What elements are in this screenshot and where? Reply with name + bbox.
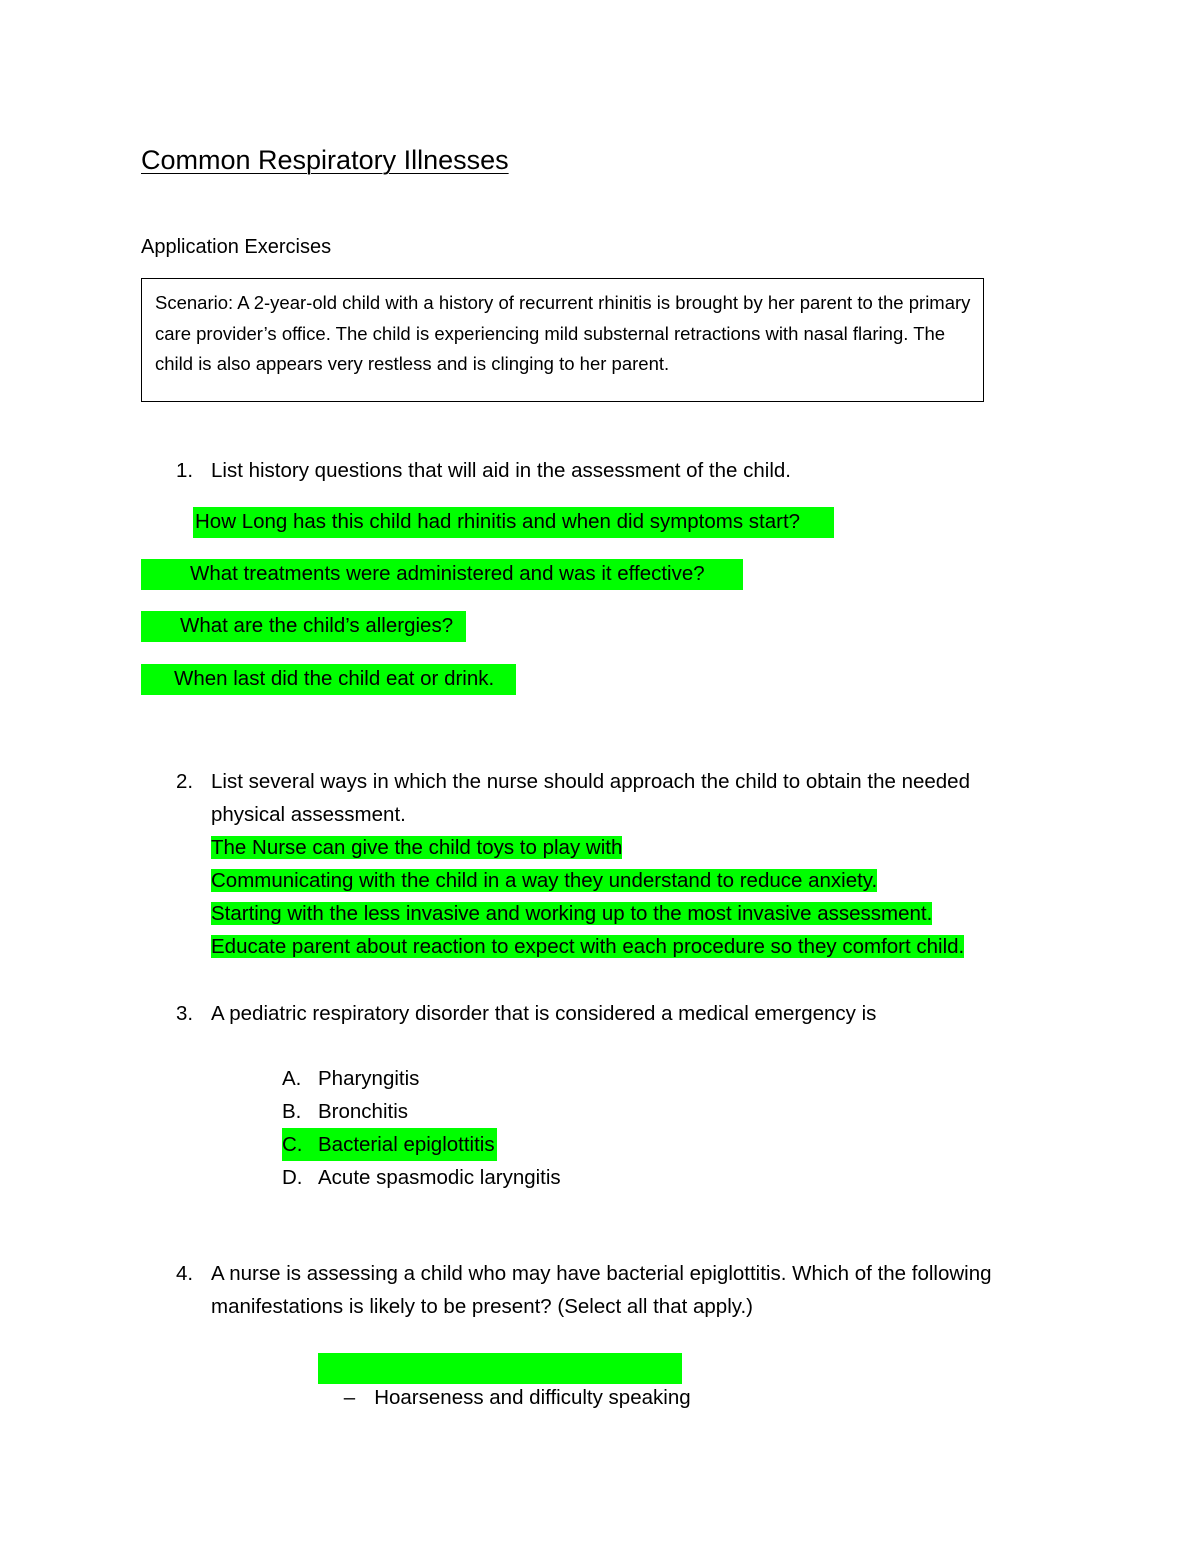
question-text: A pediatric respiratory disorder that is considered a medical emergency is [211,1002,877,1025]
question-text: List several ways in which the nurse should approach the child to obtain the needed physical assessment. [211,770,970,826]
q3-option-b [282,1095,408,1128]
q1-answer-4: When last did the child eat or drink. [141,664,516,695]
q3-option-d [282,1161,561,1194]
question-number: 1. [176,459,194,482]
bullet-dash: – [343,1386,356,1409]
document-title: Common Respiratory Illnesses [141,145,509,175]
q2-answer-4: Educate parent about reaction to expect with each procedure so they comfort child. [211,935,965,958]
q3-option-a [282,1062,419,1095]
question-number: 2. [176,770,194,793]
q2-answer-1: The Nurse can give the child toys to play with [211,836,623,859]
question-number: 4. [176,1262,194,1285]
q3-option-c [282,1128,497,1161]
scenario-box [141,278,984,402]
q2-answers [211,831,964,963]
option-letter: D. [282,1166,303,1189]
answer-text: Hoarseness and difficulty speaking [374,1386,691,1409]
question-text: List history questions that will aid in the assessment of the child. [211,459,791,482]
q2-answer-3: Starting with the less invasive and working up to the most invasive assessment. [211,902,933,925]
option-text: Bacterial epiglottitis [318,1133,495,1156]
option-text: Acute spasmodic laryngitis [318,1166,561,1189]
q1-answer-2: What treatments were administered and was it effective? [141,559,743,590]
option-letter: C. [282,1133,303,1156]
q1-answer-3: What are the child’s allergies? [141,611,466,642]
option-letter: A. [282,1067,302,1090]
scenario-text: Scenario: A 2-year-old child with a history of recurrent rhinitis is brought by her parent to the primary care provider’s office. The child is experiencing mild substernal retractions with nasal flaring. The child is also appears very restless and is clinging to her parent. [155,292,971,374]
option-text: Pharyngitis [318,1067,420,1090]
q2-answer-2: Communicating with the child in a way they understand to reduce anxiety. [211,869,878,892]
question-number: 3. [176,1002,194,1025]
q4-answer-1 [318,1353,691,1409]
option-letter: B. [282,1100,302,1123]
option-text: Bronchitis [318,1100,409,1123]
q1-answer-1: How Long has this child had rhinitis and when did symptoms start? [193,507,834,538]
question-text: A nurse is assessing a child who may have bacterial epiglottitis. Which of the following manifestations is likely to be present? (Select all that apply.) [211,1262,992,1318]
section-heading: Application Exercises [141,236,332,258]
